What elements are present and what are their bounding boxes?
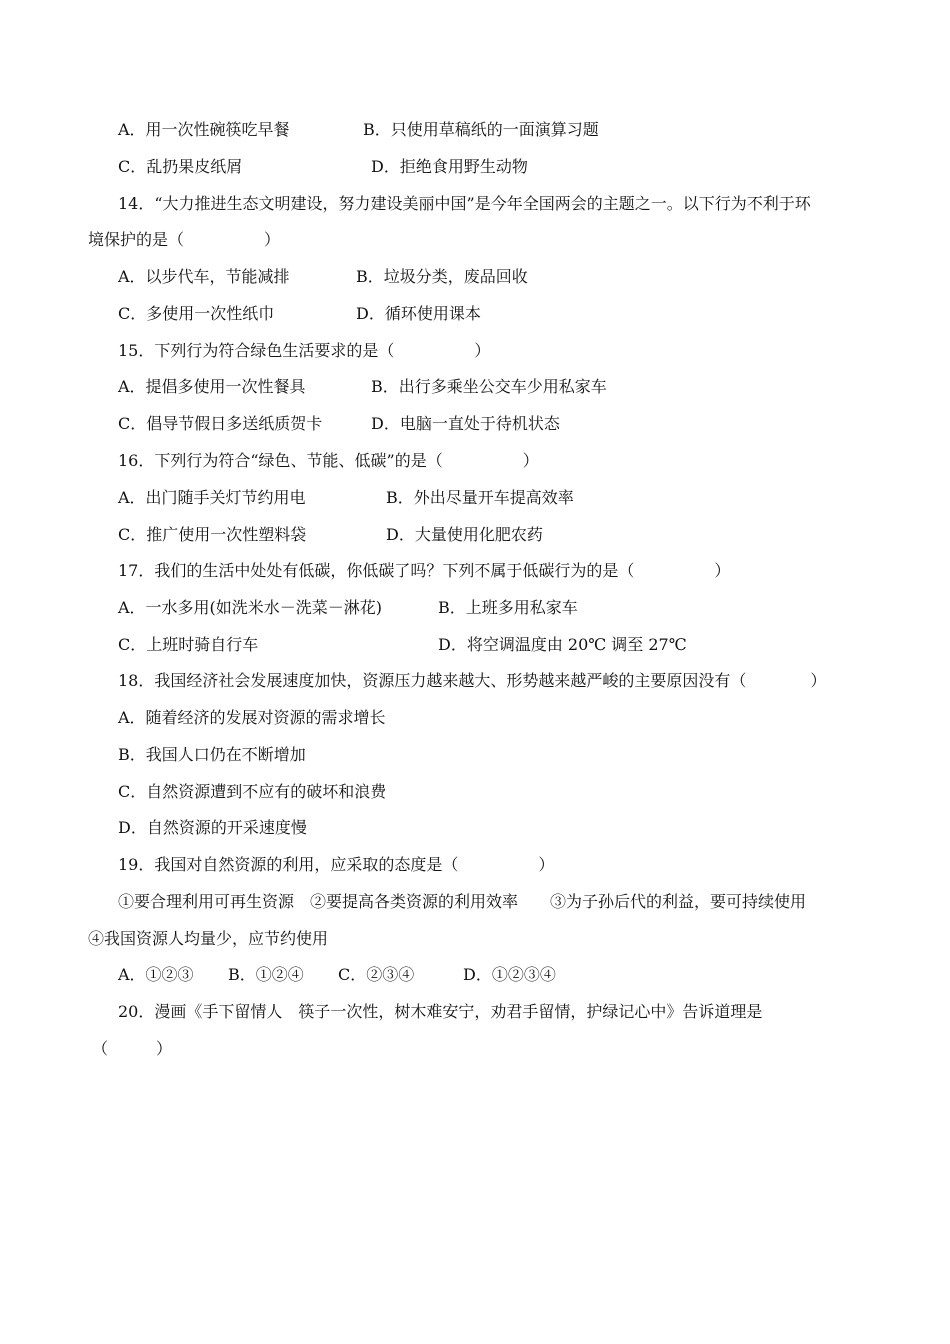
q14-stem-line2: 境保护的是（ ） [88, 230, 281, 249]
q15-option-b: B．出行多乘坐公交车少用私家车 [371, 377, 607, 396]
q15-option-c: C．倡导节假日多送纸质贺卡 [118, 414, 323, 433]
q19-option-d: D．①②③④ [463, 965, 556, 984]
q17-option-a: A．一水多用(如洗米水－洗菜－淋花) [118, 598, 383, 617]
q15-stem: 15．下列行为符合绿色生活要求的是（ ） [118, 341, 491, 360]
q17-option-c: C．上班时骑自行车 [118, 635, 259, 654]
q13-option-a: A．用一次性碗筷吃早餐 [118, 120, 290, 139]
q18-option-b: B．我国人口仍在不断增加 [118, 745, 306, 764]
q17-option-d: D．将空调温度由 20℃ 调至 27℃ [438, 635, 687, 654]
q18-option-c: C．自然资源遭到不应有的破坏和浪费 [118, 782, 387, 801]
q18-option-d: D．自然资源的开采速度慢 [118, 818, 307, 837]
q16-option-c: C．推广使用一次性塑料袋 [118, 525, 307, 544]
q19-option-b: B．①②④ [228, 965, 304, 984]
q13-option-c: C．乱扔果皮纸屑 [118, 157, 243, 176]
q16-option-d: D．大量使用化肥农药 [386, 525, 543, 544]
q14-option-b: B．垃圾分类，废品回收 [356, 267, 528, 286]
q19-items-line2: ④我国资源人均量少，应节约使用 [88, 929, 329, 948]
q16-option-a: A．出门随手关灯节约用电 [118, 488, 306, 507]
q16-option-b: B．外出尽量开车提高效率 [386, 488, 574, 507]
q20-stem-line1: 20．漫画《手下留情人 筷子一次性，树木难安宁，劝君手留情，护绿记心中》告诉道理是 [118, 1002, 763, 1021]
q16-stem: 16．下列行为符合“绿色、节能、低碳”的是（ ） [118, 451, 539, 470]
q20-stem-line2: （ ） [92, 1039, 173, 1058]
q19-option-a: A．①②③ [118, 965, 194, 984]
q13-option-d: D．拒绝食用野生动物 [371, 157, 528, 176]
q14-option-d: D．循环使用课本 [356, 304, 481, 323]
q17-option-b: B．上班多用私家车 [438, 598, 578, 617]
q15-option-d: D．电脑一直处于待机状态 [371, 414, 560, 433]
q14-option-c: C．多使用一次性纸巾 [118, 304, 275, 323]
q13-option-b: B．只使用草稿纸的一面演算习题 [363, 120, 599, 139]
q15-option-a: A．提倡多使用一次性餐具 [118, 377, 306, 396]
q19-option-c: C．②③④ [338, 965, 415, 984]
q17-stem: 17．我们的生活中处处有低碳，你低碳了吗？下列不属于低碳行为的是（ ） [118, 561, 731, 580]
q18-option-a: A．随着经济的发展对资源的需求增长 [118, 708, 386, 727]
q18-stem: 18．我国经济社会发展速度加快，资源压力越来越大、形势越来越严峻的主要原因没有（ ） [118, 671, 827, 690]
q14-option-a: A．以步代车，节能减排 [118, 267, 290, 286]
q19-stem: 19．我国对自然资源的利用，应采取的态度是（ ） [118, 855, 555, 874]
q14-stem-line1: 14．“大力推进生态文明建设，努力建设美丽中国”是今年全国两会的主题之一。以下行为不利于环 [118, 194, 811, 213]
q19-items-line1: ①要合理利用可再生资源 ②要提高各类资源的利用效率 ③为子孙后代的利益，要可持续使用 [118, 892, 807, 911]
